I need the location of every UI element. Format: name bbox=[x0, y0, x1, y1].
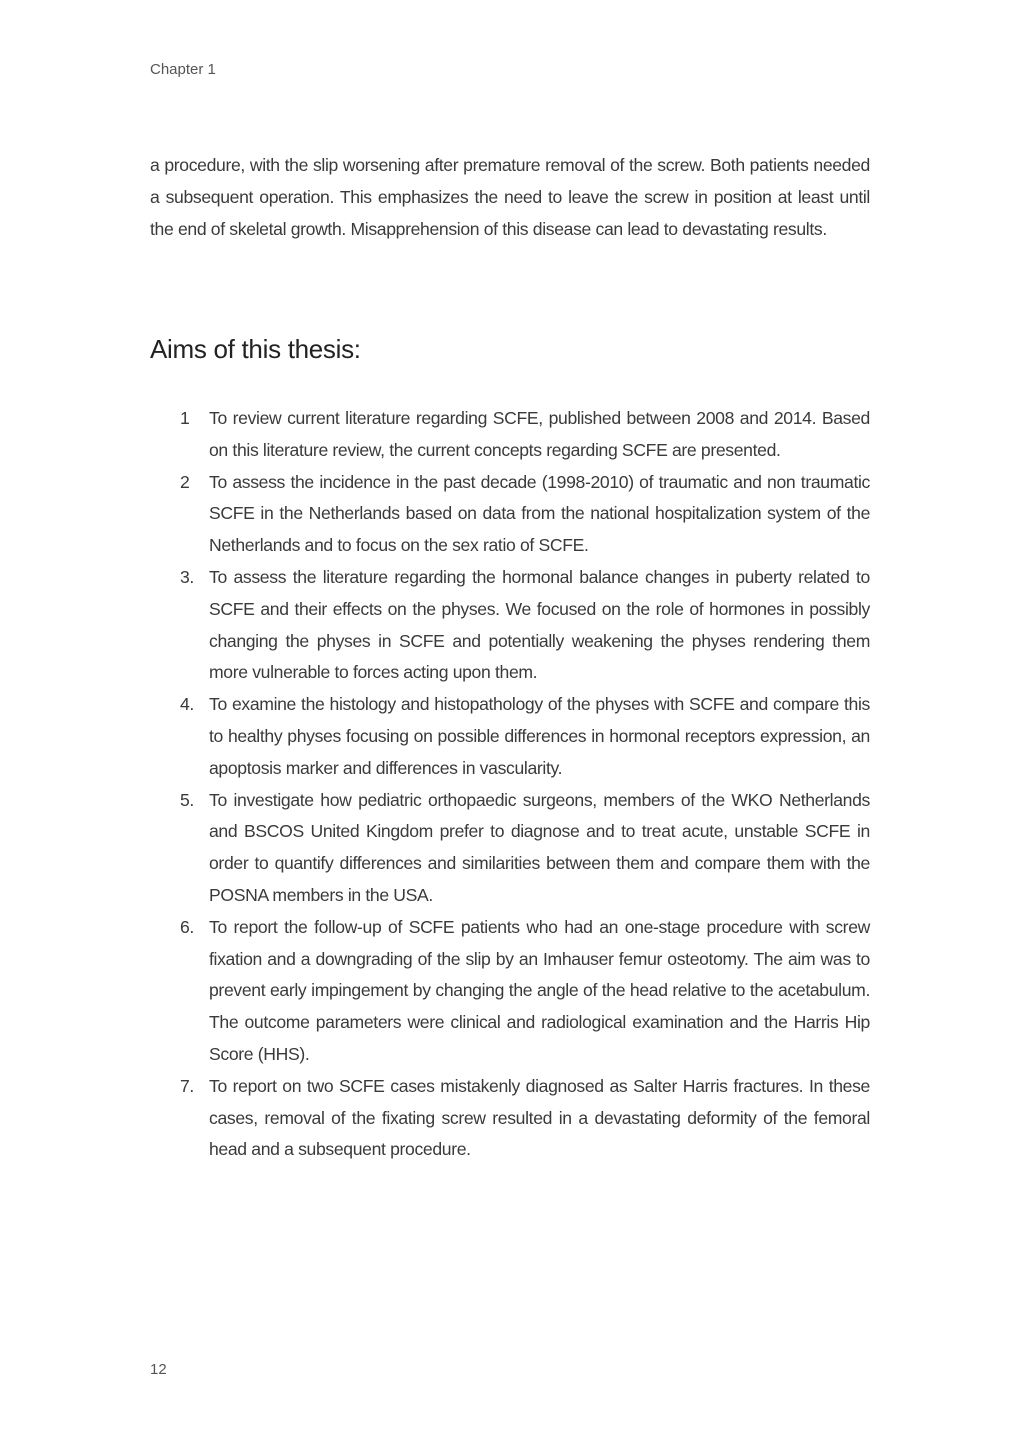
list-text: To report on two SCFE cases mistakenly diagnosed as Salter Harris fractures. In these cases, removal of the fixating screw resulted in a devastating deformity of the femoral head and a subsequent procedure. bbox=[209, 1075, 870, 1160]
list-number: 5. bbox=[180, 789, 194, 810]
list-number: 3. bbox=[180, 566, 194, 587]
list-item bbox=[150, 785, 870, 912]
list-text: To report the follow-up of SCFE patients who had an one-stage procedure with screw fixation and a downgrading of the slip by an Imhauser femur osteotomy. The aim was to prevent early impingement by changing the angle of the head relative to the acetabulum. The outcome parameters were clinical and radiological examination and the Harris Hip Score (HHS). bbox=[209, 916, 870, 1064]
list-item bbox=[150, 912, 870, 1071]
list-text: To assess the literature regarding the hormonal balance changes in puberty related to SCFE and their effects on the physes. We focused on the role of hormones in possibly changing the physes in SCFE and potentially weakening the physes rendering them more vulnerable to forces acting upon them. bbox=[209, 566, 870, 683]
intro-paragraph: a procedure, with the slip worsening after premature removal of the screw. Both patients needed a subsequent operation. This emphasizes the need to leave the screw in position at least until the end of skeletal growth. Misapprehension of this disease can lead to devastating results. bbox=[150, 155, 870, 239]
list-text: To investigate how pediatric orthopaedic surgeons, members of the WKO Netherlands and BSCOS United Kingdom prefer to diagnose and to treat acute, unstable SCFE in order to quantify differences and similarities between them and compare them with the POSNA members in the USA. bbox=[209, 789, 870, 905]
list-text: To assess the incidence in the past decade (1998-2010) of traumatic and non traumatic SCFE in the Netherlands based on data from the national hospitalization system of the Netherlands and to focus on the sex ratio of SCFE. bbox=[209, 471, 870, 556]
list-text: To review current literature regarding SCFE, published between 2008 and 2014. Based on this literature review, the current concepts regarding SCFE are presented. bbox=[209, 408, 870, 460]
list-number: 1 bbox=[180, 408, 190, 428]
section-heading: Aims of this thesis: bbox=[150, 334, 361, 364]
list-number: 4. bbox=[180, 694, 194, 715]
page-number: 12 bbox=[150, 1361, 167, 1378]
list-number: 2 bbox=[180, 471, 190, 492]
list-item bbox=[150, 403, 870, 467]
list-number: 7. bbox=[180, 1075, 194, 1096]
list-item bbox=[150, 689, 870, 784]
list-number: 6. bbox=[180, 916, 194, 937]
running-header: Chapter 1 bbox=[150, 61, 216, 78]
list-item bbox=[150, 467, 870, 562]
list-item bbox=[150, 1071, 870, 1166]
list-item bbox=[150, 562, 870, 689]
aims-list bbox=[150, 403, 870, 1166]
list-text: To examine the histology and histopathology of the physes with SCFE and compare this to healthy physes focusing on possible differences in hormonal receptors expression, an apoptosis marker and differences in vascularity. bbox=[209, 694, 870, 778]
